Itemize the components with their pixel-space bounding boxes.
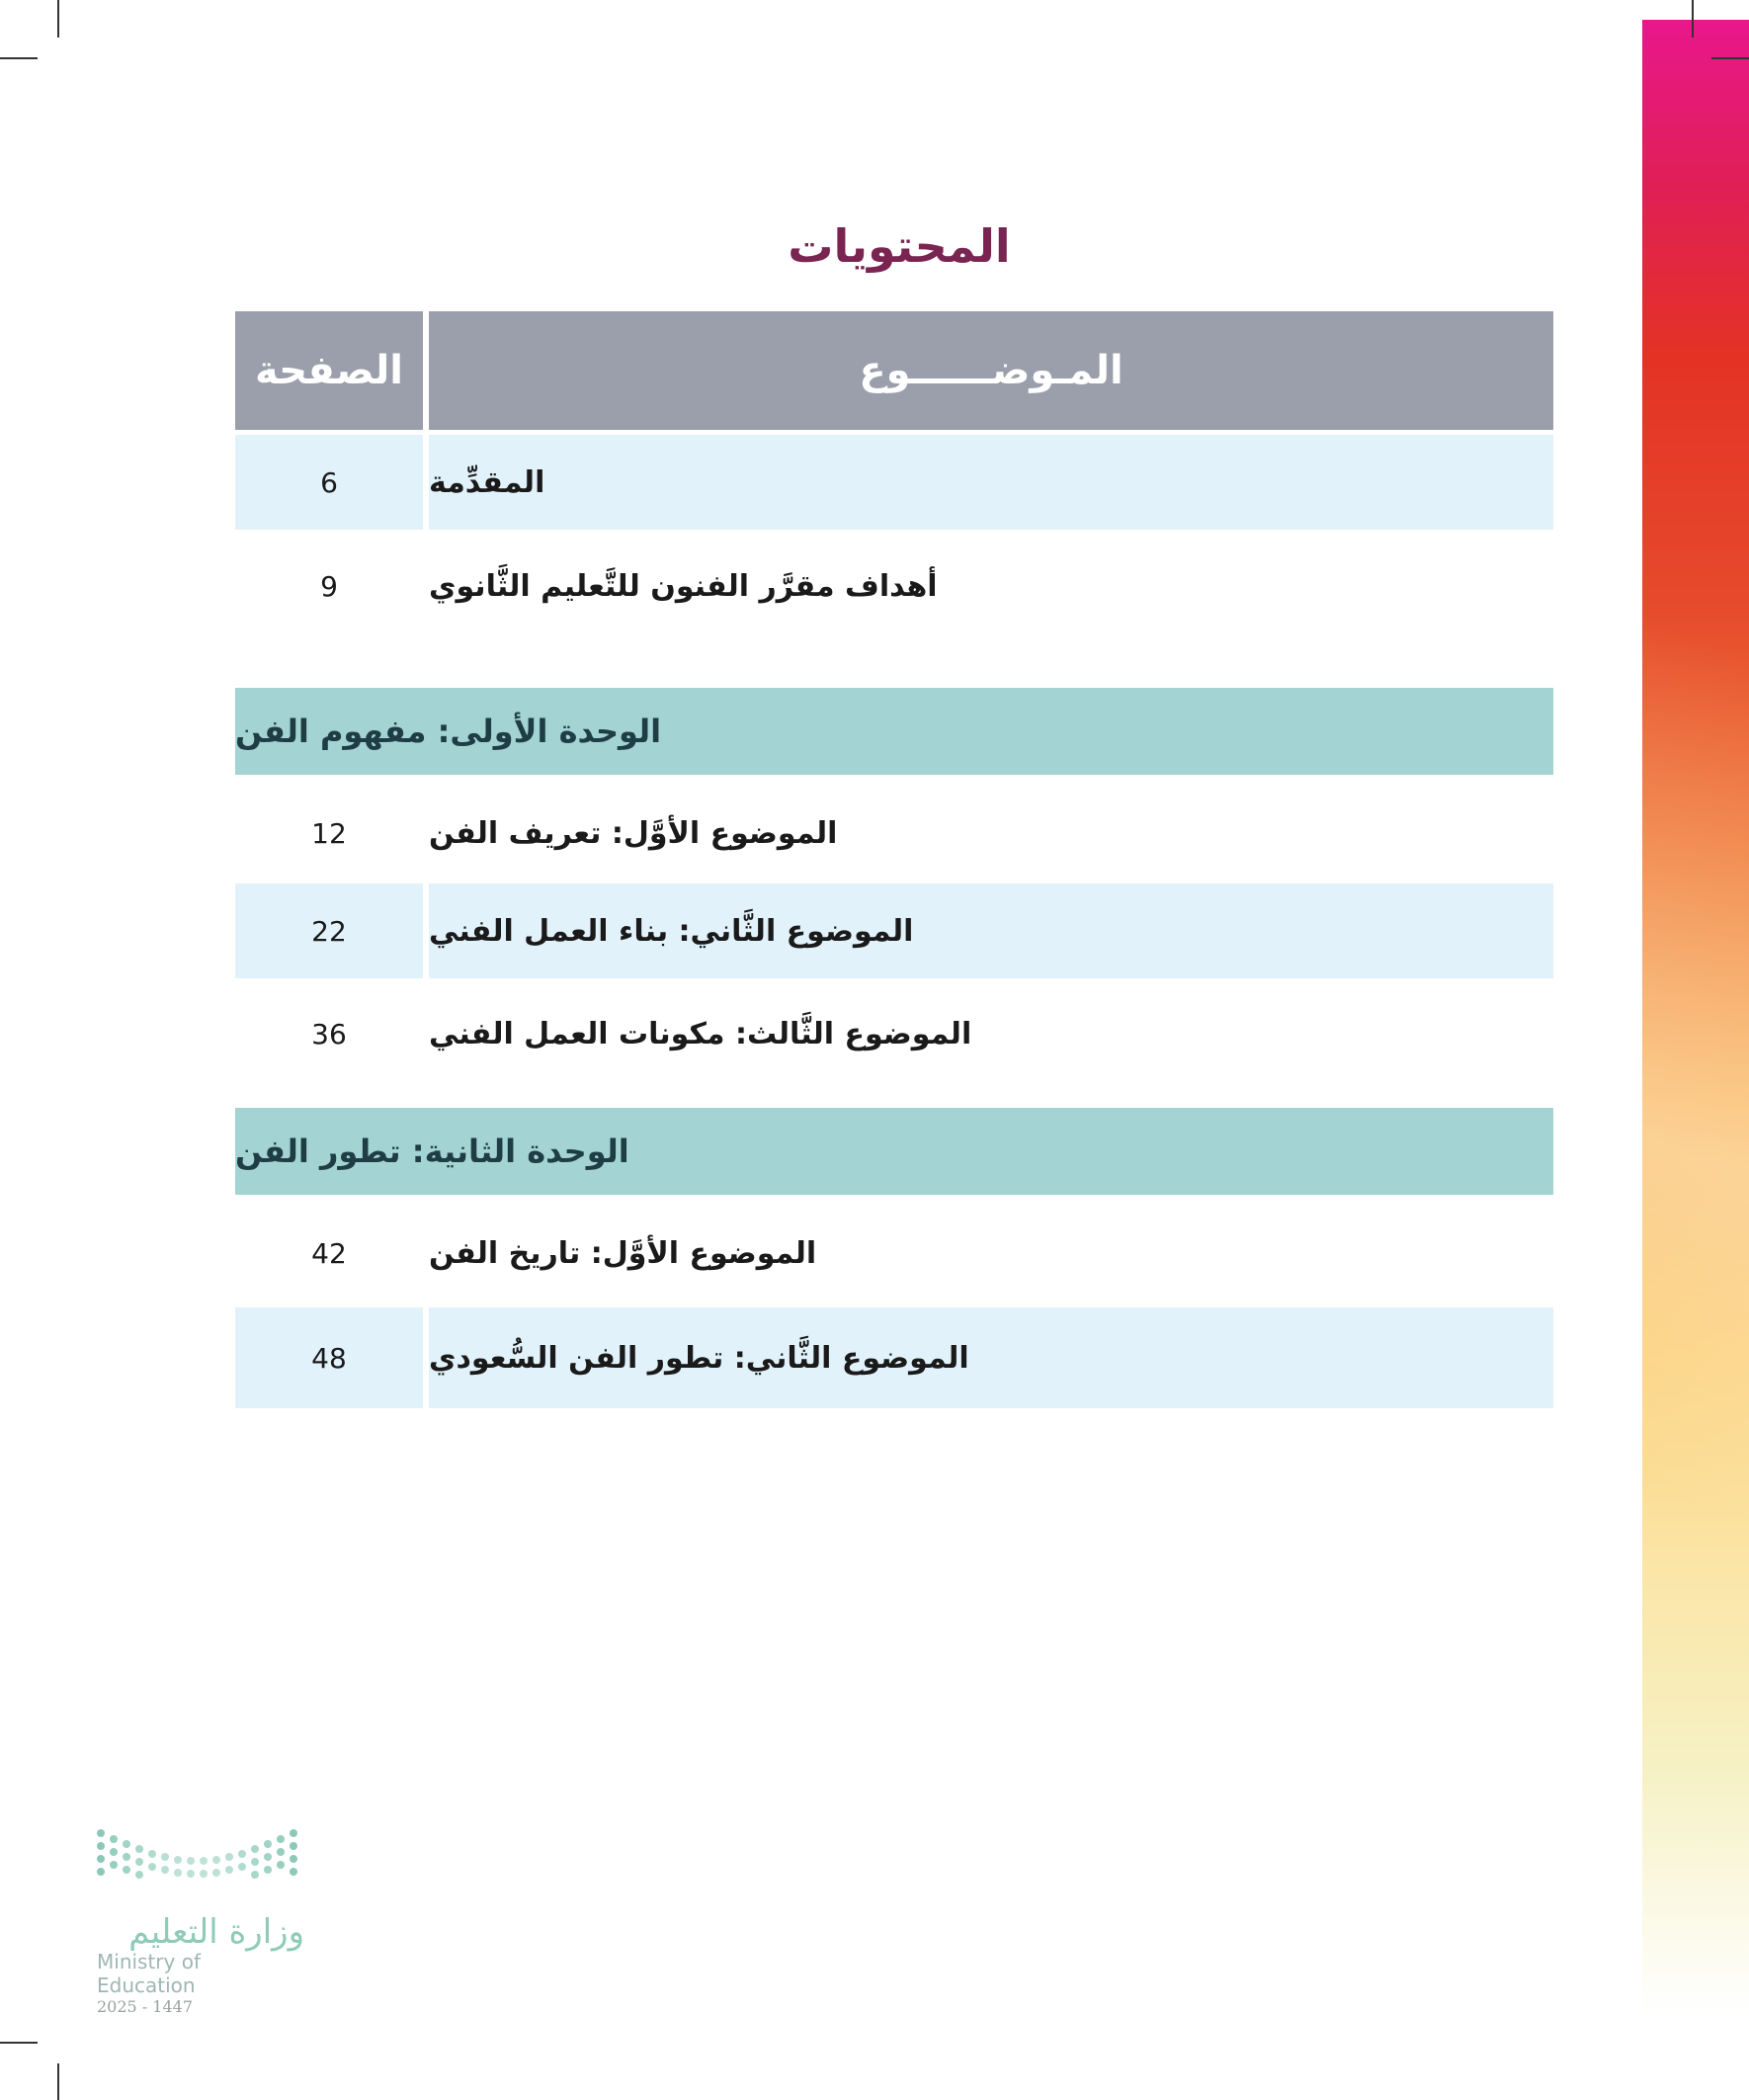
logo-dots-icon bbox=[97, 1823, 314, 1902]
crop-mark bbox=[0, 57, 38, 59]
logo-dot bbox=[277, 1835, 285, 1843]
topic-title: المقدِّمة bbox=[429, 435, 1553, 530]
logo-dot bbox=[238, 1850, 246, 1858]
logo-dot bbox=[97, 1855, 105, 1863]
crop-mark bbox=[1711, 57, 1749, 59]
topic-title: الموضوع الثَّالث: مكونات العمل الفني bbox=[429, 1016, 972, 1051]
logo-dot bbox=[187, 1870, 195, 1878]
logo-arabic-text: وزارة التعليم bbox=[128, 1912, 304, 1952]
header-topic: المـوضــــــوع bbox=[429, 311, 1553, 430]
logo-dot bbox=[187, 1857, 195, 1865]
logo-dot bbox=[200, 1857, 208, 1865]
topic-title: الموضوع الثَّاني: بناء العمل الفني bbox=[429, 883, 1553, 978]
logo-dot bbox=[251, 1845, 259, 1853]
logo-dot bbox=[123, 1866, 130, 1874]
page-number: 9 bbox=[320, 569, 338, 603]
logo-dot bbox=[277, 1848, 285, 1856]
toc-row bbox=[235, 435, 1553, 530]
logo-dot bbox=[110, 1861, 118, 1869]
logo-dot bbox=[200, 1870, 208, 1878]
logo-dot bbox=[97, 1868, 105, 1876]
logo-dot bbox=[135, 1845, 143, 1853]
toc-row bbox=[235, 1206, 1553, 1301]
topic-title: أهداف مقرَّر الفنون للتَّعليم الثَّانوي bbox=[429, 568, 938, 604]
page-number: 42 bbox=[311, 1236, 347, 1270]
topic-title: الموضوع الأوَّل: تاريخ الفن bbox=[429, 1235, 817, 1271]
page-number: 12 bbox=[311, 816, 347, 850]
logo-dot bbox=[212, 1869, 220, 1877]
logo-dot bbox=[238, 1863, 246, 1871]
logo-dot bbox=[161, 1866, 169, 1874]
logo-dot bbox=[148, 1850, 156, 1858]
crop-mark bbox=[0, 2042, 38, 2044]
logo-dot bbox=[123, 1840, 130, 1848]
toc-row bbox=[235, 883, 1553, 978]
logo-dot bbox=[174, 1856, 182, 1864]
logo-dot bbox=[277, 1861, 285, 1869]
logo-dot bbox=[290, 1842, 297, 1850]
page-number: 22 bbox=[235, 883, 423, 978]
logo-dot bbox=[264, 1840, 272, 1848]
unit-row bbox=[235, 688, 1553, 775]
unit-row bbox=[235, 1108, 1553, 1195]
toc-row bbox=[235, 786, 1553, 881]
logo-dot bbox=[97, 1829, 105, 1837]
unit-title: الوحدة الثانية: تطور الفن bbox=[235, 1133, 629, 1170]
logo-dot bbox=[225, 1853, 233, 1861]
logo-dot bbox=[225, 1866, 233, 1874]
logo-dot bbox=[290, 1868, 297, 1876]
logo-dot bbox=[135, 1871, 143, 1879]
logo-english-text: Ministry of Education bbox=[97, 1950, 201, 1997]
topic-title: الموضوع الثَّاني: تطور الفن السُّعودي bbox=[429, 1307, 1553, 1408]
logo-year: 2025 - 1447 bbox=[97, 1997, 194, 2016]
logo-dot bbox=[110, 1848, 118, 1856]
toc-row bbox=[235, 1307, 1553, 1408]
logo-dot bbox=[174, 1869, 182, 1877]
logo-dot bbox=[251, 1858, 259, 1866]
logo-dot bbox=[251, 1871, 259, 1879]
toc-row bbox=[235, 539, 1553, 633]
page-title: المحتويات bbox=[788, 219, 1011, 273]
page-number: 48 bbox=[235, 1307, 423, 1408]
logo-dot bbox=[264, 1866, 272, 1874]
toc-row bbox=[235, 986, 1553, 1081]
crop-mark bbox=[57, 0, 59, 38]
topic-title: الموضوع الأوَّل: تعريف الفن bbox=[429, 815, 838, 851]
page-number: 6 bbox=[235, 435, 423, 530]
logo-dot bbox=[290, 1855, 297, 1863]
header-page: الصفحة bbox=[235, 311, 423, 430]
logo-dot bbox=[123, 1853, 130, 1861]
logo-dot bbox=[264, 1853, 272, 1861]
logo-dot bbox=[135, 1858, 143, 1866]
ministry-logo bbox=[97, 1823, 314, 2016]
logo-dot bbox=[212, 1856, 220, 1864]
logo-dot bbox=[97, 1842, 105, 1850]
decorative-side-strip bbox=[1642, 20, 1749, 2100]
logo-dot bbox=[161, 1853, 169, 1861]
crop-mark bbox=[1692, 0, 1694, 38]
unit-title: الوحدة الأولى: مفهوم الفن bbox=[235, 713, 662, 750]
logo-dot bbox=[110, 1835, 118, 1843]
page-number: 36 bbox=[311, 1017, 347, 1050]
logo-dot bbox=[290, 1829, 297, 1837]
logo-dot bbox=[148, 1863, 156, 1871]
crop-mark bbox=[57, 2063, 59, 2100]
